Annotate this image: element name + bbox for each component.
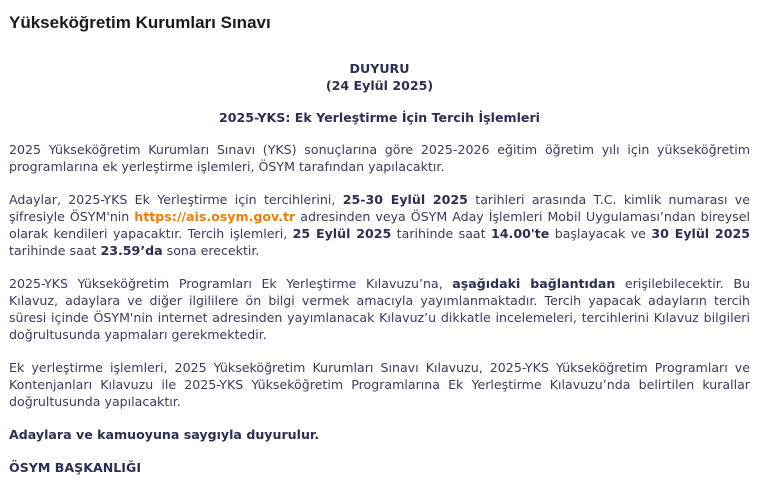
notice-body (9, 60, 750, 476)
paragraph-dates: Adaylar, 2025-YKS Ek Yerleştirme için tercihlerini, 25-30 Eylül 2025 tarihleri arasında T.C. kimlik numarası ve şifresiyle ÖSYM'nin https://ais.osym.gov.tr adresinden veya ÖSYM Aday İşlemleri Mobil Uygulaması’ndan bireysel olarak kendileri yapacaktır. Tercih işlemleri, 25 Eylül 2025 tarihinde saat 14.00'te başlayacak ve 30 Eylül 2025 tarihinde saat 23.59’da sona erecektir. (9, 192, 750, 258)
start-time: 14.00'te (491, 226, 550, 241)
start-date: 25 Eylül 2025 (292, 226, 392, 241)
notice-label: DUYURU (349, 61, 410, 76)
ais-link[interactable]: https://ais.osym.gov.tr (134, 209, 296, 224)
paragraph-intro: 2025 Yükseköğretim Kurumları Sınavı (YKS) sonuçlarına göre 2025-2026 eğitim öğretim yılı için yükseköğretim programlarına ek yerleştirme işlemleri, ÖSYM tarafından yapılacaktır. (9, 142, 750, 174)
signature: ÖSYM BAŞKANLIĞI (9, 460, 142, 475)
notice-heading: 2025-YKS: Ek Yerleştirme İçin Tercih İşlemleri (219, 110, 540, 125)
paragraph-guide: 2025-YKS Yükseköğretim Programları Ek Yerleştirme Kılavuzu’na, aşağıdaki bağlantıdan erişilebilecektir. Bu Kılavuz, adaylara ve diğer ilgililere ön bilgi vermek amacıyla yayımlanmaktadır. Tercih yapacak adayların tercih süresi içinde ÖSYM'nin internet adresinden yayımlanacak Kılavuz’u dikkatle incelemeleri, tercihlerini Kılavuz bilgileri doğrultusunda yapmaları gerekmektedir. (9, 276, 750, 342)
end-time: 23.59’da (100, 243, 163, 258)
paragraph-rules: Ek yerleştirme işlemleri, 2025 Yükseköğretim Kurumları Sınavı Kılavuzu, 2025-YKS Yükseköğretim Programları ve Kontenjanları Kılavuzu ile 2025-YKS Yükseköğretim Programlarına Ek Yerleştirme Kılavuzu’nda belirtilen kurallar doğrultusunda yapılacaktır. (9, 360, 750, 409)
guide-link[interactable]: aşağıdaki bağlantıdan (452, 276, 616, 291)
page-title: Yükseköğretim Kurumları Sınavı (9, 13, 271, 32)
date-range: 25-30 Eylül 2025 (342, 192, 468, 207)
notice-date: (24 Eylül 2025) (325, 78, 434, 93)
end-date: 30 Eylül 2025 (651, 226, 750, 241)
closing-text: Adaylara ve kamuoyuna saygıyla duyurulur. (9, 427, 320, 442)
